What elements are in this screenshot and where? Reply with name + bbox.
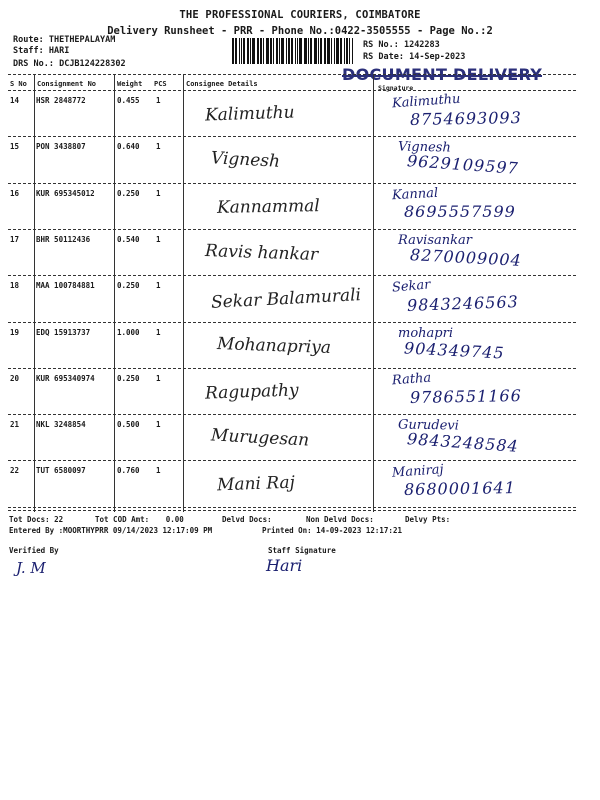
route-line — [13, 35, 115, 45]
table-header-rule — [8, 90, 576, 91]
row-sno: 19 — [10, 327, 20, 337]
row-separator — [8, 368, 576, 369]
rs-date-label: RS Date: — [363, 52, 404, 62]
row-weight: 0.760 — [117, 466, 140, 476]
tot-cod-value: 0.00 — [165, 515, 184, 524]
staff-label: Staff: — [13, 46, 44, 56]
tot-docs-value: 22 — [54, 515, 64, 524]
rs-no-line — [363, 40, 440, 50]
route-value: THETHEPALAYAM — [48, 35, 116, 45]
row-sno: 20 — [10, 373, 20, 383]
row-phone-number: 9629109597 — [406, 151, 520, 179]
col-divider-3 — [183, 74, 184, 512]
footer-rule — [8, 510, 576, 511]
col-header-weight: Weight — [117, 80, 143, 88]
row-weight: 0.540 — [117, 234, 140, 244]
row-signature: Maniraj — [391, 462, 445, 482]
row-consignee-name: Sekar Balamurali — [210, 285, 362, 314]
row-separator — [8, 322, 576, 323]
tot-docs — [9, 515, 63, 524]
row-pcs: 1 — [156, 327, 161, 337]
staff-signature-label: Staff Signature — [268, 546, 336, 555]
delvy-pts-label: Delvy Pts: — [405, 515, 451, 524]
row-separator — [8, 229, 576, 230]
row-phone-number: 8695557599 — [404, 201, 516, 221]
staff-signature: Hari — [266, 556, 303, 575]
col-header-consignee: Consignee Details — [186, 80, 258, 88]
table-top-rule — [8, 74, 576, 75]
row-pcs: 1 — [156, 466, 161, 476]
row-signature: Gurudevi — [397, 417, 460, 434]
row-signature: Sekar — [391, 277, 432, 296]
row-weight: 0.250 — [117, 373, 140, 383]
barcode — [230, 38, 358, 66]
col-divider-2 — [114, 74, 115, 512]
row-separator — [8, 136, 576, 137]
row-consignment-no: PON 3438807 — [36, 142, 86, 152]
row-signature: Vignesh — [397, 139, 451, 156]
row-phone-number: 9843246563 — [406, 292, 520, 316]
row-sno: 16 — [10, 188, 20, 198]
tot-cod — [95, 515, 184, 524]
row-sno: 14 — [10, 96, 20, 105]
rs-date-value: 14-Sep-2023 — [409, 52, 466, 62]
row-consignee-name: Murugesan — [210, 425, 310, 451]
tot-docs-label: Tot Docs: — [9, 515, 50, 524]
row-pcs: 1 — [156, 373, 161, 383]
row-pcs: 1 — [156, 96, 161, 105]
row-separator — [8, 275, 576, 276]
row-phone-number: 9786551166 — [409, 385, 522, 407]
row-consignment-no: KUR 695340974 — [36, 373, 95, 383]
entered-by: Entered By :MOORTHYPRR 09/14/2023 12:17:09 PM — [9, 526, 213, 535]
col-header-signature: Signature — [378, 84, 414, 92]
staff-value: HARI — [48, 46, 70, 56]
row-pcs: 1 — [156, 281, 161, 291]
printed-on: Printed On: 14-09-2023 12:17:21 — [262, 526, 402, 535]
drs-label: DRS No.: — [13, 59, 54, 69]
company-title: THE PROFESSIONAL COURIERS, COIMBATORE — [179, 9, 421, 21]
row-sno: 15 — [10, 142, 20, 152]
row-sno: 21 — [10, 420, 20, 430]
row-sno: 17 — [10, 234, 20, 244]
non-delvd-docs-label: Non Delvd Docs: — [306, 515, 374, 524]
row-phone-number: 8270009004 — [409, 244, 523, 270]
route-label: Route: — [13, 35, 44, 45]
row-consignee-name: Vignesh — [210, 148, 281, 173]
row-consignment-no: BHR 50112436 — [36, 234, 91, 244]
row-consignee-name: Mohanapriya — [216, 333, 332, 358]
row-weight: 0.640 — [117, 142, 140, 152]
staff-line — [13, 46, 69, 56]
row-separator — [8, 414, 576, 415]
row-weight: 0.455 — [117, 96, 140, 105]
tot-cod-label: Tot COD Amt: — [95, 515, 150, 524]
row-weight: 0.500 — [117, 420, 140, 430]
row-consignee-name: Ragupathy — [204, 380, 299, 404]
row-weight: 0.250 — [117, 188, 140, 198]
row-signature: mohapri — [398, 325, 453, 341]
row-signature: Ratha — [391, 370, 432, 389]
rs-date-line — [363, 52, 465, 62]
row-weight: 1.000 — [117, 327, 140, 337]
drs-line — [13, 59, 126, 69]
row-separator — [8, 460, 576, 461]
runsheet-subtitle: Delivery Runsheet - PRR - Phone No.:0422-3505555 - Page No.:2 — [107, 25, 493, 37]
row-signature: Kannal — [391, 185, 439, 203]
row-phone-number: 8754693093 — [409, 108, 522, 129]
row-pcs: 1 — [156, 188, 161, 198]
row-consignment-no: TUT 6580097 — [36, 466, 86, 476]
row-pcs: 1 — [156, 234, 161, 244]
row-phone-number: 9843248584 — [406, 429, 520, 456]
row-consignment-no: HSR 2848772 — [36, 96, 86, 105]
rs-no-label: RS No.: — [363, 40, 399, 50]
row-consignee-name: Ravis hankar — [204, 240, 319, 265]
row-separator — [8, 183, 576, 184]
col-header-consignment: Consignment No — [37, 80, 97, 88]
rs-no-value: 1242283 — [403, 40, 440, 50]
col-divider-1 — [34, 74, 35, 512]
col-header-pcs: PCS — [154, 80, 167, 88]
row-consignment-no: NKL 3248854 — [36, 420, 86, 430]
row-sno: 22 — [10, 466, 20, 476]
col-divider-4 — [373, 74, 374, 512]
row-consignment-no: EDQ 15913737 — [36, 327, 91, 337]
col-header-sno: S No — [10, 80, 27, 88]
row-signature: Kalimuthu — [391, 91, 461, 112]
row-signature: Ravisankar — [398, 232, 472, 248]
verified-signature: J. M — [16, 559, 46, 577]
row-phone-number: 904349745 — [403, 337, 506, 363]
row-phone-number: 8680001641 — [403, 478, 516, 500]
row-weight: 0.250 — [117, 281, 140, 291]
row-consignee-name: Kalimuthu — [204, 102, 295, 126]
delvd-docs-label: Delvd Docs: — [222, 515, 272, 524]
row-consignee-name: Mani Raj — [216, 473, 296, 496]
row-consignment-no: MAA 100784881 — [36, 281, 95, 291]
row-separator — [8, 507, 576, 508]
row-consignee-name: Kannammal — [216, 195, 320, 218]
row-sno: 18 — [10, 281, 20, 291]
row-pcs: 1 — [156, 142, 161, 152]
drs-value: DCJB124228302 — [59, 59, 126, 69]
row-consignment-no: KUR 695345012 — [36, 188, 95, 198]
verified-by-label: Verified By — [9, 546, 59, 555]
row-pcs: 1 — [156, 420, 161, 430]
